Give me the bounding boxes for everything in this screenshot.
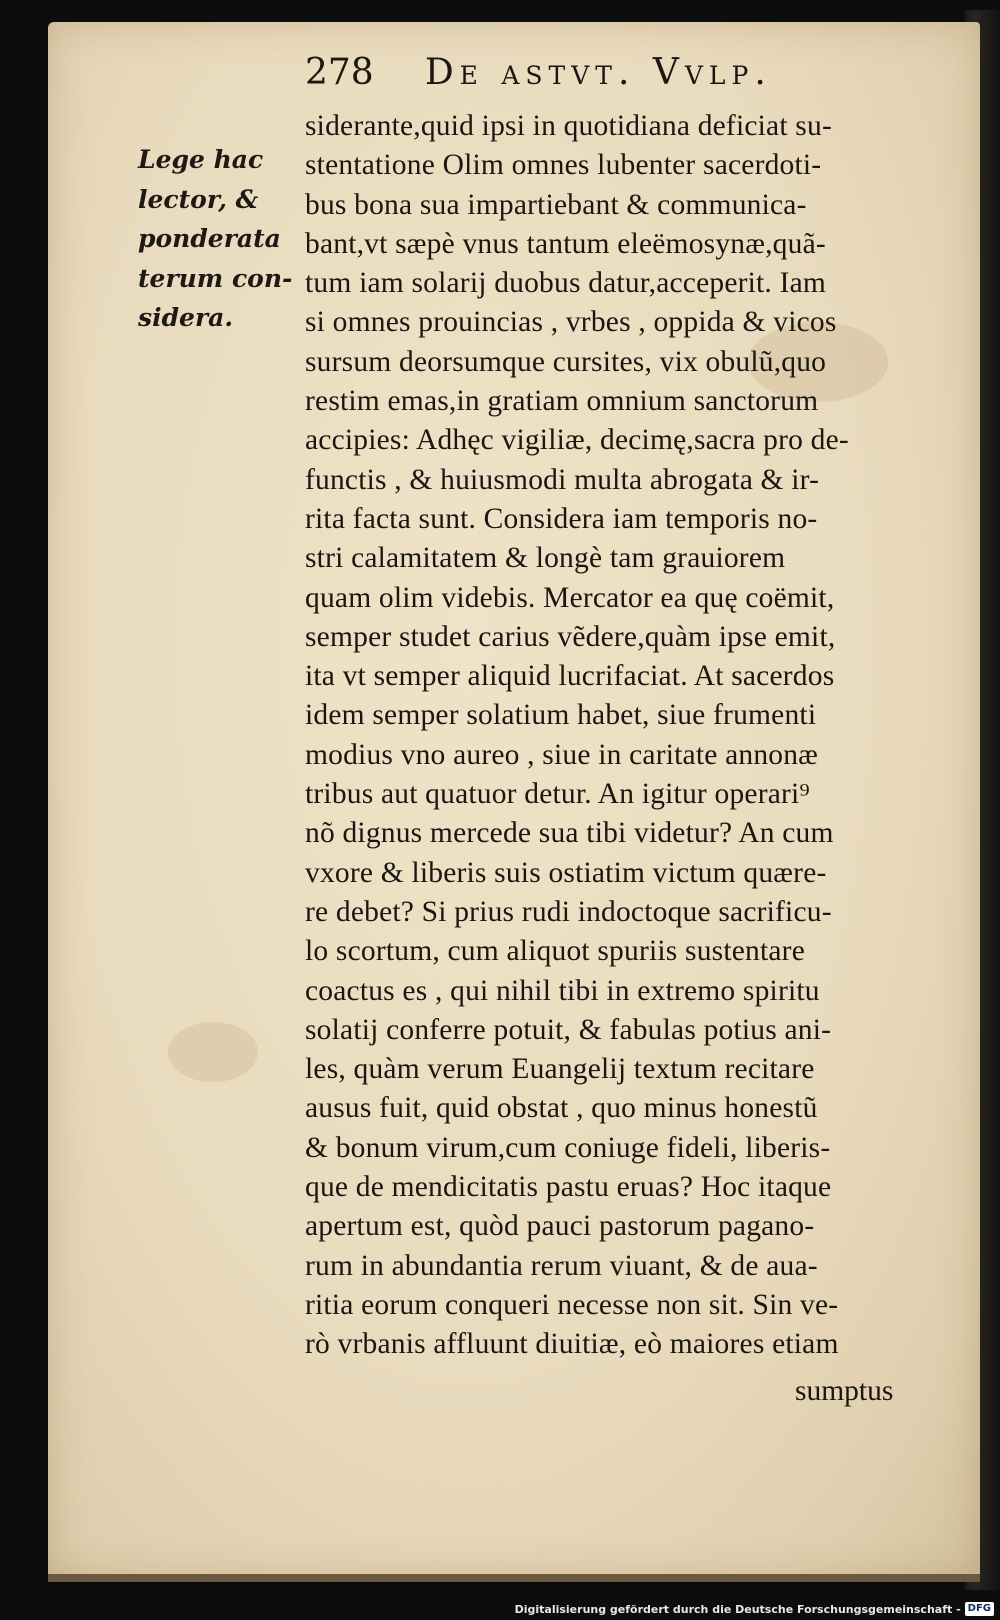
text-line: re debet? Si prius rudi indoctoque sacrificu- — [305, 895, 832, 928]
text-line: rita facta sunt. Considera iam temporis no- — [305, 502, 818, 535]
text-line: apertum est, quòd pauci pastorum pagano- — [305, 1210, 815, 1243]
text-line: ritia eorum conqueri necesse non sit. Sin ve- — [305, 1288, 839, 1321]
credit-text: Digitalisierung gefördert durch die Deutsche Forschungsgemeinschaft - — [514, 1602, 961, 1616]
text-line: bant,vt sæpè vnus tantum eleëmosynæ,quã- — [305, 227, 826, 260]
marginal-note — [138, 140, 298, 338]
text-line: solatij conferre potuit, & fabulas potius ani- — [305, 1013, 832, 1046]
body-text — [305, 107, 955, 1365]
text-line: siderante,quid ipsi in quotidiana deficiat su- — [305, 110, 832, 142]
page-number: 278 — [305, 52, 374, 93]
text-line: coactus es , qui nihil tibi in extremo spiritu — [305, 974, 820, 1007]
text-line: modius vno aureo , siue in caritate annonæ — [305, 738, 819, 771]
marginal-note-line: Lege hac — [138, 145, 264, 174]
text-line: ita vt semper aliquid lucrifaciat. At sacerdos — [305, 660, 835, 693]
text-line: vxore & liberis suis ostiatim victum quære- — [305, 856, 827, 889]
running-head: De astvt. Vvlp. — [424, 52, 772, 93]
text-line: lo scortum, cum aliquot spuriis sustentare — [305, 935, 805, 968]
text-line: nõ dignus mercede sua tibi videtur? An cum — [305, 817, 834, 850]
text-line: tribus aut quatuor detur. An igitur operari⁹ — [305, 778, 810, 811]
text-line: rum in abundantia rerum viuant, & de aua- — [305, 1249, 818, 1282]
text-line: les, quàm verum Euangelij textum recitare — [305, 1053, 815, 1086]
marginal-note-line: sidera. — [138, 303, 234, 332]
page-bottom-edge — [48, 1574, 980, 1582]
text-line: stri calamitatem & longè tam grauiorem — [305, 542, 786, 575]
marginal-note-line: ponderata — [138, 224, 281, 253]
page-header — [305, 52, 772, 93]
digitization-credit — [515, 1600, 994, 1618]
text-line: accipies: Adhęc vigiliæ, decimę,sacra pro de- — [305, 424, 849, 457]
text-line: stentatione Olim omnes lubenter sacerdoti- — [305, 149, 822, 182]
marginal-note-line: lector, & — [138, 184, 259, 214]
dfg-logo: DFG — [965, 1602, 994, 1616]
text-line: quam olim videbis. Mercator ea quę coëmit, — [305, 581, 835, 614]
paper-stain — [168, 1022, 258, 1082]
text-line: sursum deorsumque cursites, vix obulũ,quo — [305, 345, 827, 378]
text-line: que de mendicitatis pastu eruas? Hoc itaque — [305, 1171, 832, 1204]
text-line: tum iam solarij duobus datur,acceperit. Iam — [305, 267, 827, 300]
text-line: & bonum virum,cum coniuge fideli, liberis- — [305, 1131, 831, 1164]
text-line: idem semper solatium habet, siue frumenti — [305, 699, 817, 732]
text-line: functis , & huiusmodi multa abrogata & ir- — [305, 463, 820, 496]
catchword: sumptus — [795, 1375, 894, 1407]
text-line: si omnes prouincias , vrbes , oppida & vicos — [305, 306, 837, 339]
marginal-note-line: terum con- — [138, 263, 293, 293]
text-line: restim emas,in gratiam omnium sanctorum — [305, 385, 819, 418]
text-line: bus bona sua impartiebant & communica- — [305, 188, 807, 221]
text-line: rò vrbanis affluunt diuitiæ, eò maiores etiam — [305, 1328, 839, 1361]
text-line: ausus fuit, quid obstat , quo minus honestũ — [305, 1092, 818, 1125]
text-line: semper studet carius vẽdere,quàm ipse emit, — [305, 620, 836, 653]
